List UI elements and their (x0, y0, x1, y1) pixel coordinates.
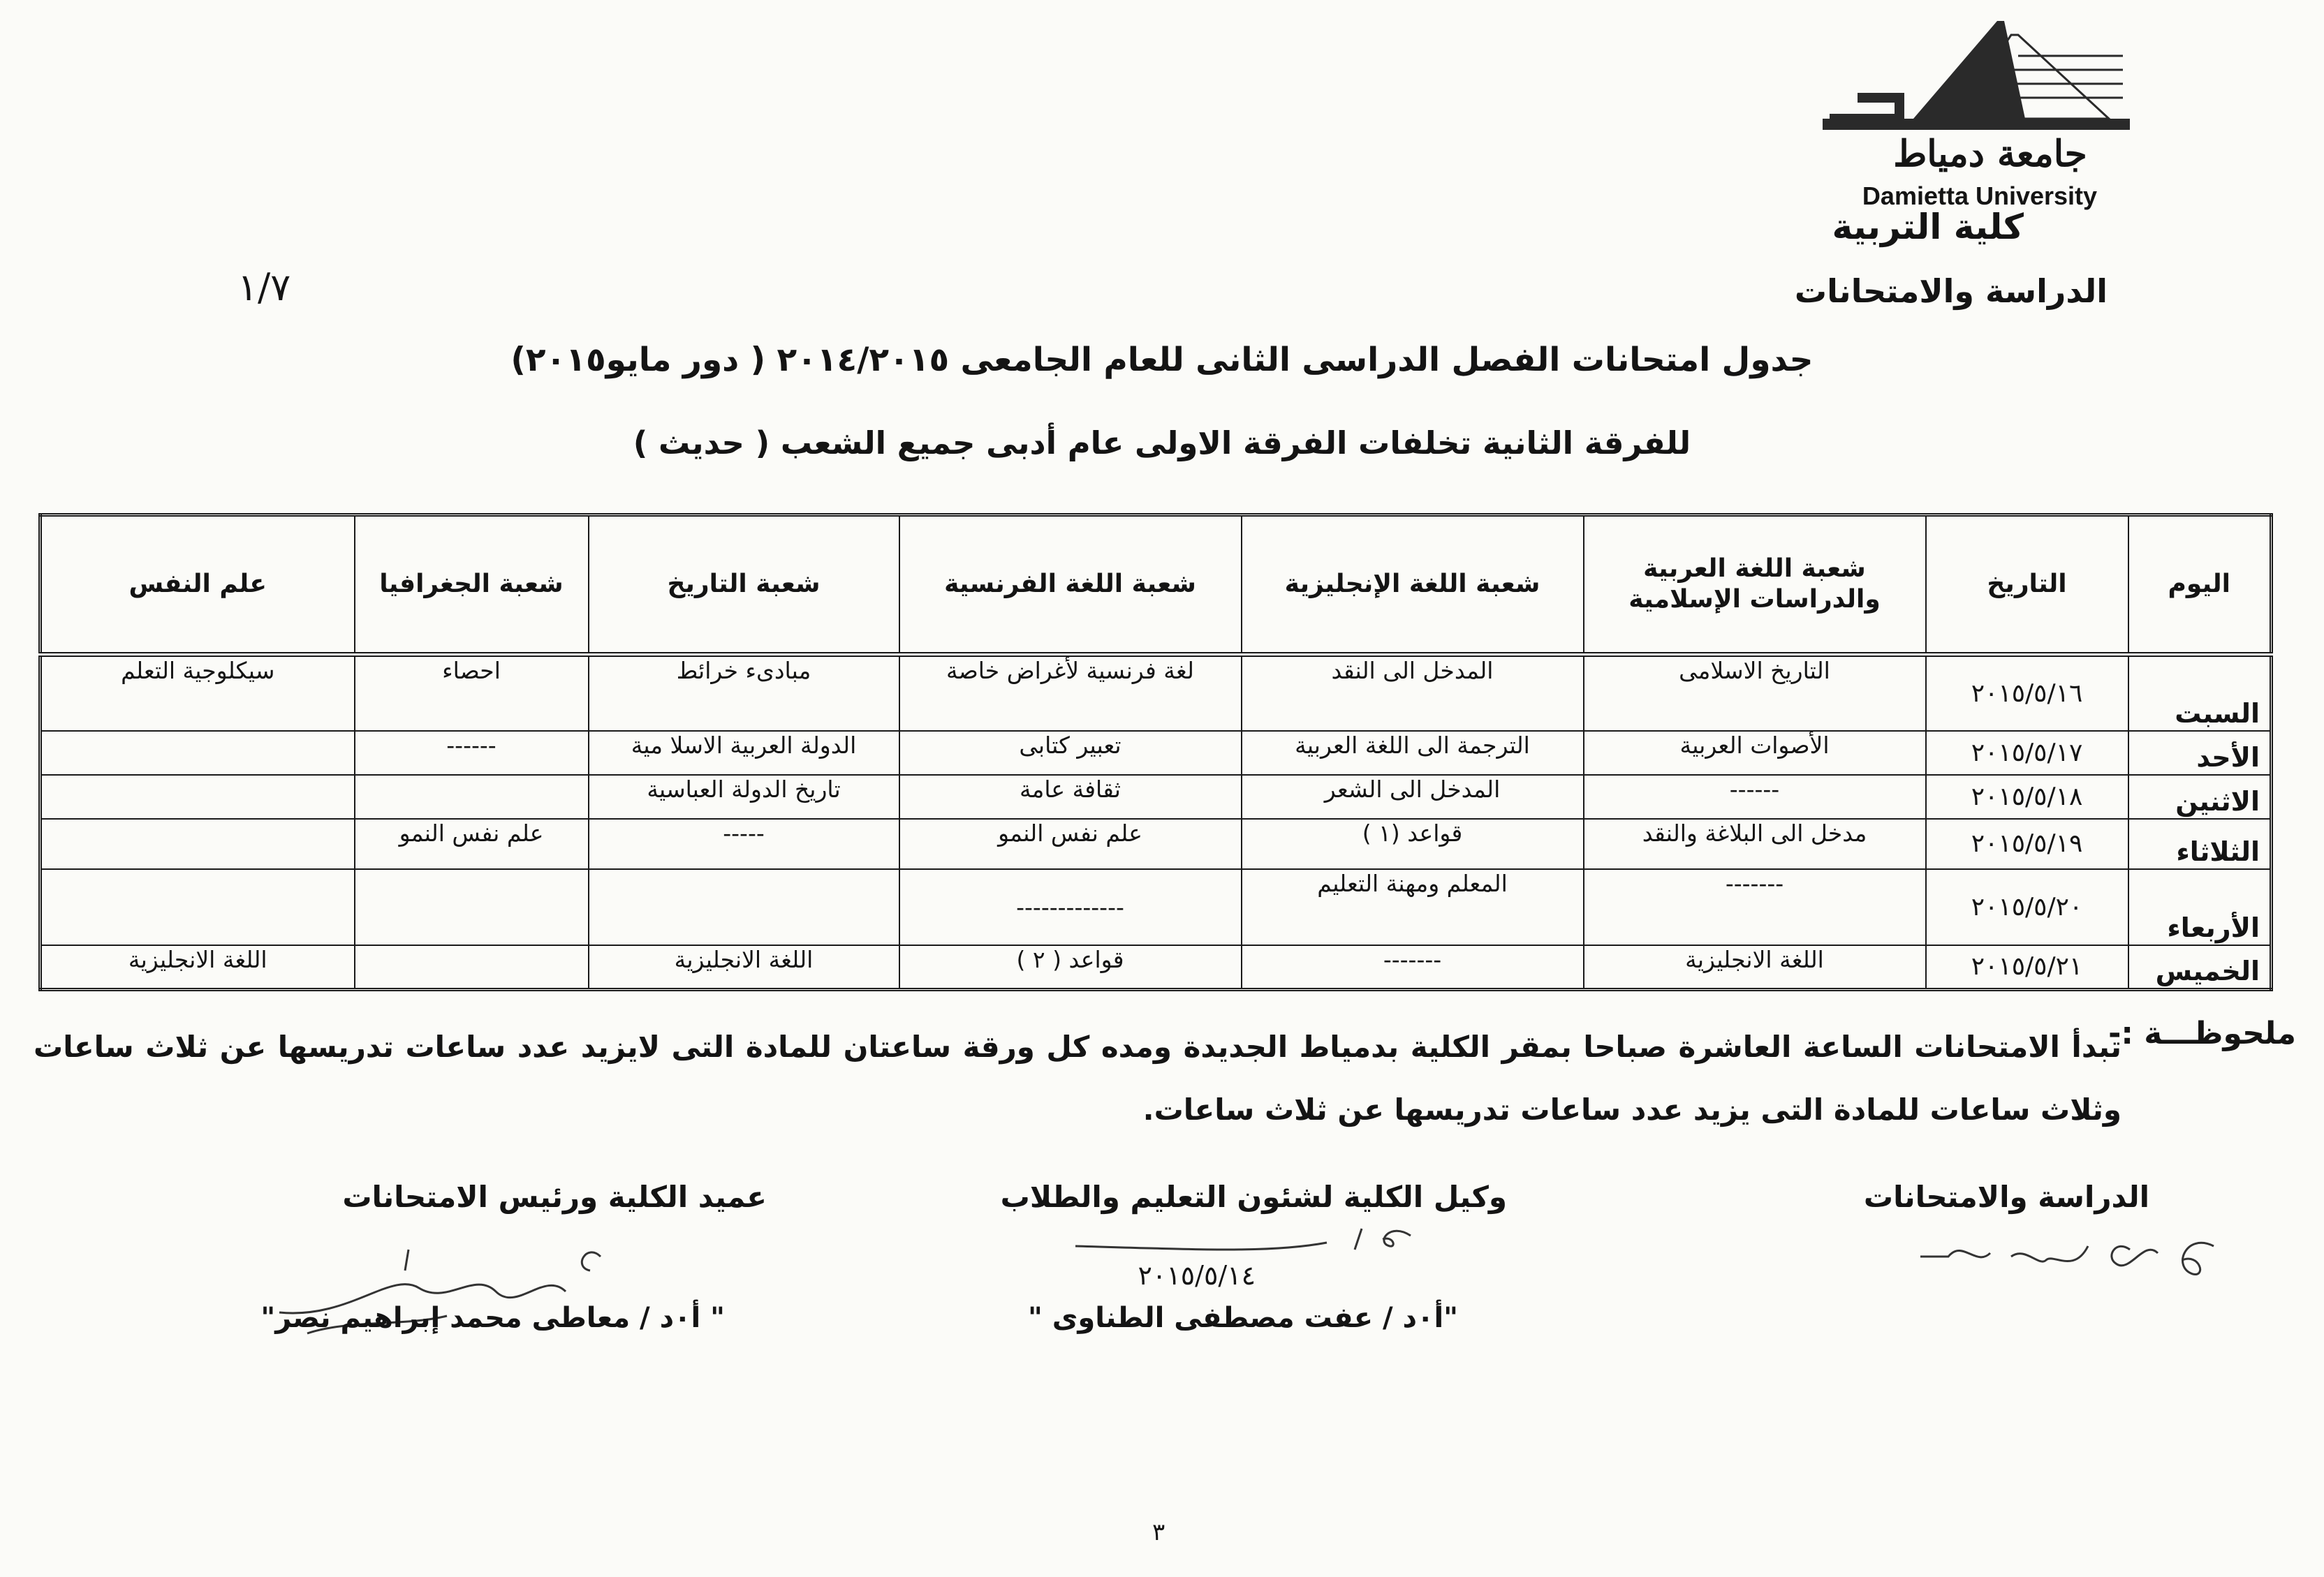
date-cell: ٢٠١٥/٥/١٧ (1926, 731, 2128, 775)
subject-cell: اللغة الانجليزية (589, 945, 899, 989)
subject-cell: قواعد (١ ) (1242, 819, 1584, 868)
subject-cell: ------ (355, 731, 589, 775)
subject-cell (355, 869, 589, 946)
subject-cell: ------- (1242, 945, 1584, 989)
subject-cell: سيكلوجية التعلم (41, 655, 355, 732)
subject-cell: قواعد ( ٢ ) (899, 945, 1242, 989)
table-row (41, 945, 2272, 989)
exam-schedule-table (38, 513, 2273, 991)
table-row (41, 731, 2272, 775)
day-cell: السبت (2128, 655, 2272, 732)
subject-cell: التاريخ الاسلامى (1584, 655, 1926, 732)
date-cell: ٢٠١٥/٥/٢٠ (1926, 869, 2128, 946)
page-number: ٣ (1152, 1518, 1165, 1546)
signature-dean-title: عميد الكلية ورئيس الامتحانات (342, 1180, 767, 1214)
table-row (41, 655, 2272, 732)
signature-dean-name: " أ٠د / معاطى محمد إبراهيم نصر" (260, 1302, 725, 1334)
subject-cell (41, 819, 355, 868)
subject-cell (41, 869, 355, 946)
subject-cell: اللغة الانجليزية (41, 945, 355, 989)
page-mark: ١/٧ (237, 265, 291, 309)
table-header-row (41, 515, 2272, 655)
subject-cell: علم نفس النمو (355, 819, 589, 868)
subject-cell: ------------- (899, 869, 1242, 946)
subject-cell: ----- (589, 819, 899, 868)
subject-cell: الدولة العربية الاسلا مية (589, 731, 899, 775)
page-title: جدول امتحانات الفصل الدراسى الثانى للعام الجامعى ٢٠١٤/٢٠١٥ ( دور مايو٢٠١٥) (510, 341, 1814, 379)
university-name-english: Damietta University (1862, 182, 2098, 210)
day-cell: الاثنين (2128, 775, 2272, 819)
subject-cell: الأصوات العربية (1584, 731, 1926, 775)
subject-cell: المدخل الى النقد (1242, 655, 1584, 732)
column-header: شعبة اللغة العربية والدراسات الإسلامية (1584, 515, 1926, 655)
column-header: شعبة اللغة الفرنسية (899, 515, 1242, 655)
signature-date: ٢٠١٥/٥/١٤ (1138, 1260, 1256, 1291)
handwritten-signature-icon (1906, 1225, 2221, 1302)
subject-cell: تعبير كتابى (899, 731, 1242, 775)
subject-cell (355, 945, 589, 989)
table-row (41, 869, 2272, 946)
date-cell: ٢٠١٥/٥/١٦ (1926, 655, 2128, 732)
day-cell: الثلاثاء (2128, 819, 2272, 868)
page-subtitle: للفرقة الثانية تخلفات الفرقة الاولى عام أدبى جميع الشعب ( حديث ) (633, 424, 1691, 461)
day-cell: الأربعاء (2128, 869, 2272, 946)
university-emblem-icon (1816, 14, 2137, 133)
subject-cell (355, 775, 589, 819)
column-header: التاريخ (1926, 515, 2128, 655)
day-cell: الخميس (2128, 945, 2272, 989)
date-cell: ٢٠١٥/٥/٢١ (1926, 945, 2128, 989)
subject-cell: لغة فرنسية لأغراض خاصة (899, 655, 1242, 732)
subject-cell: احصاء (355, 655, 589, 732)
subject-cell (589, 869, 899, 946)
subject-cell: المعلم ومهنة التعليم (1242, 869, 1584, 946)
subject-cell: ------- (1584, 869, 1926, 946)
subject-cell: المدخل الى الشعر (1242, 775, 1584, 819)
subject-cell: تاريخ الدولة العباسية (589, 775, 899, 819)
column-header: شعبة اللغة الإنجليزية (1242, 515, 1584, 655)
column-header: علم النفس (41, 515, 355, 655)
department-name: الدراسة والامتحانات (1794, 272, 2108, 310)
subject-cell: اللغة الانجليزية (1584, 945, 1926, 989)
subject-cell: الترجمة الى اللغة العربية (1242, 731, 1584, 775)
subject-cell: ثقافة عامة (899, 775, 1242, 819)
column-header: شعبة التاريخ (589, 515, 899, 655)
subject-cell (41, 731, 355, 775)
signature-vice-dean-name: "أ٠د / عفت مصطفى الطناوى " (1027, 1302, 1458, 1334)
note-text: تبدأ الامتحانات الساعة العاشرة صباحا بمقر الكلية بدمياط الجديدة ومده كل ورقة ساعتان للمادة التى لايزيد عدد ساعات تدريسها عن ثلاث ساعات وثلاث ساعات للمادة التى يزيد عدد ساعات تدريسها عن ثلاث ساعات. (34, 1030, 2121, 1127)
subject-cell: مدخل الى البلاغة والنقد (1584, 819, 1926, 868)
signature-studies-exams-title: الدراسة والامتحانات (1863, 1180, 2149, 1214)
date-cell: ٢٠١٥/٥/١٨ (1926, 775, 2128, 819)
table-row (41, 819, 2272, 868)
faculty-name: كلية التربية (1832, 207, 2024, 247)
note-label: ملحوظـــة :- (2108, 1016, 2296, 1051)
university-logo (1788, 14, 2165, 210)
signature-vice-dean-title: وكيل الكلية لشئون التعليم والطلاب (1000, 1180, 1507, 1214)
university-name-arabic: جامعة دمياط (1893, 133, 2087, 175)
column-header: اليوم (2128, 515, 2272, 655)
day-cell: الأحد (2128, 731, 2272, 775)
table-row (41, 775, 2272, 819)
subject-cell: ------ (1584, 775, 1926, 819)
subject-cell: علم نفس النمو (899, 819, 1242, 868)
subject-cell: مبادىء خرائط (589, 655, 899, 732)
date-cell: ٢٠١٥/٥/١٩ (1926, 819, 2128, 868)
column-header: شعبة الجغرافيا (355, 515, 589, 655)
subject-cell (41, 775, 355, 819)
